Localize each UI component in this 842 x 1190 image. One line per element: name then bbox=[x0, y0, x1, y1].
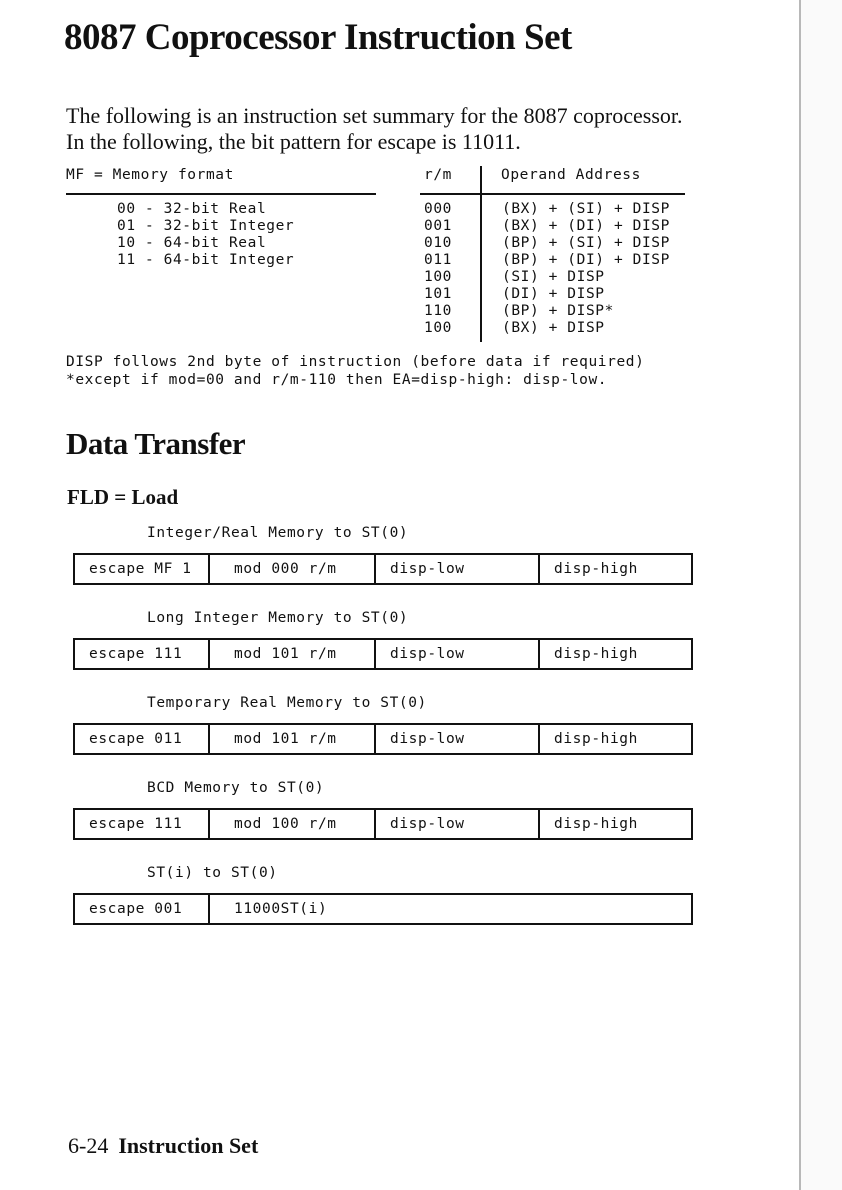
rm-value: 000 bbox=[424, 201, 452, 217]
encoding-cell: disp-low bbox=[376, 640, 540, 668]
encoding-box bbox=[73, 808, 693, 840]
encoding-cell: escape 001 bbox=[75, 895, 210, 923]
page-number: 6-24 bbox=[68, 1133, 109, 1158]
address-header: Operand Address bbox=[501, 167, 641, 183]
encoding-caption: Temporary Real Memory to ST(0) bbox=[147, 695, 427, 711]
mf-row: 11 - 64-bit Integer bbox=[117, 252, 295, 268]
encoding-cell: disp-high bbox=[554, 816, 638, 832]
encoding-box bbox=[73, 723, 693, 755]
mf-row: 10 - 64-bit Real bbox=[117, 235, 267, 251]
page-edge-shade bbox=[801, 0, 842, 1190]
rm-value: 011 bbox=[424, 252, 452, 268]
footer-label: Instruction Set bbox=[118, 1133, 259, 1158]
except-note: *except if mod=00 and r/m-110 then EA=disp-high: disp-low. bbox=[66, 372, 608, 388]
mf-header: MF = Memory format bbox=[66, 167, 234, 183]
encoding-cell: mod 000 r/m bbox=[210, 555, 376, 583]
rm-value: 100 bbox=[424, 320, 452, 336]
encoding-cell: escape 111 bbox=[75, 810, 210, 838]
encoding-cell: disp-high bbox=[554, 646, 638, 662]
encoding-caption: BCD Memory to ST(0) bbox=[147, 780, 325, 796]
address-value: (BX) + (SI) + DISP bbox=[502, 201, 670, 217]
rm-value: 001 bbox=[424, 218, 452, 234]
encoding-cell: disp-low bbox=[376, 725, 540, 753]
rm-value: 110 bbox=[424, 303, 452, 319]
encoding-cell: 11000ST(i) bbox=[234, 901, 328, 917]
encoding-cell: escape 011 bbox=[75, 725, 210, 753]
encoding-cell: disp-low bbox=[376, 810, 540, 838]
disp-note: DISP follows 2nd byte of instruction (before data if required) bbox=[66, 354, 645, 370]
mf-rule bbox=[66, 193, 376, 195]
mf-row: 01 - 32-bit Integer bbox=[117, 218, 295, 234]
rm-header: r/m bbox=[424, 167, 452, 183]
encoding-cell: escape MF 1 bbox=[75, 555, 210, 583]
page-edge-line bbox=[799, 0, 801, 1190]
mf-row: 00 - 32-bit Real bbox=[117, 201, 267, 217]
address-value: (BP) + (DI) + DISP bbox=[502, 252, 670, 268]
encoding-box bbox=[73, 553, 693, 585]
instruction-title: FLD = Load bbox=[67, 485, 179, 509]
encoding-box bbox=[73, 638, 693, 670]
intro-paragraph: The following is an instruction set summary for the 8087 coprocessor. In the following, the bit pattern for escape is 11011. bbox=[66, 103, 683, 154]
encoding-caption: ST(i) to ST(0) bbox=[147, 865, 278, 881]
encoding-cell: escape 111 bbox=[75, 640, 210, 668]
page-title: 8087 Coprocessor Instruction Set bbox=[64, 17, 572, 58]
rm-value: 010 bbox=[424, 235, 452, 251]
encoding-caption: Long Integer Memory to ST(0) bbox=[147, 610, 409, 626]
encoding-cell: disp-high bbox=[554, 731, 638, 747]
encoding-cell: disp-low bbox=[376, 555, 540, 583]
table-divider bbox=[480, 166, 482, 342]
address-value: (DI) + DISP bbox=[502, 286, 605, 302]
address-value: (BX) + DISP bbox=[502, 320, 605, 336]
encoding-box bbox=[73, 893, 693, 925]
rm-value: 101 bbox=[424, 286, 452, 302]
address-value: (BX) + (DI) + DISP bbox=[502, 218, 670, 234]
section-title: Data Transfer bbox=[66, 426, 246, 461]
encoding-cell: disp-high bbox=[554, 561, 638, 577]
encoding-cell: mod 100 r/m bbox=[210, 810, 376, 838]
rm-value: 100 bbox=[424, 269, 452, 285]
address-value: (BP) + (SI) + DISP bbox=[502, 235, 670, 251]
page-footer bbox=[68, 1133, 258, 1159]
address-value: (SI) + DISP bbox=[502, 269, 605, 285]
encoding-cell: mod 101 r/m bbox=[210, 725, 376, 753]
rm-rule bbox=[420, 193, 685, 195]
encoding-cell: mod 101 r/m bbox=[210, 640, 376, 668]
address-value: (BP) + DISP* bbox=[502, 303, 614, 319]
encoding-caption: Integer/Real Memory to ST(0) bbox=[147, 525, 409, 541]
